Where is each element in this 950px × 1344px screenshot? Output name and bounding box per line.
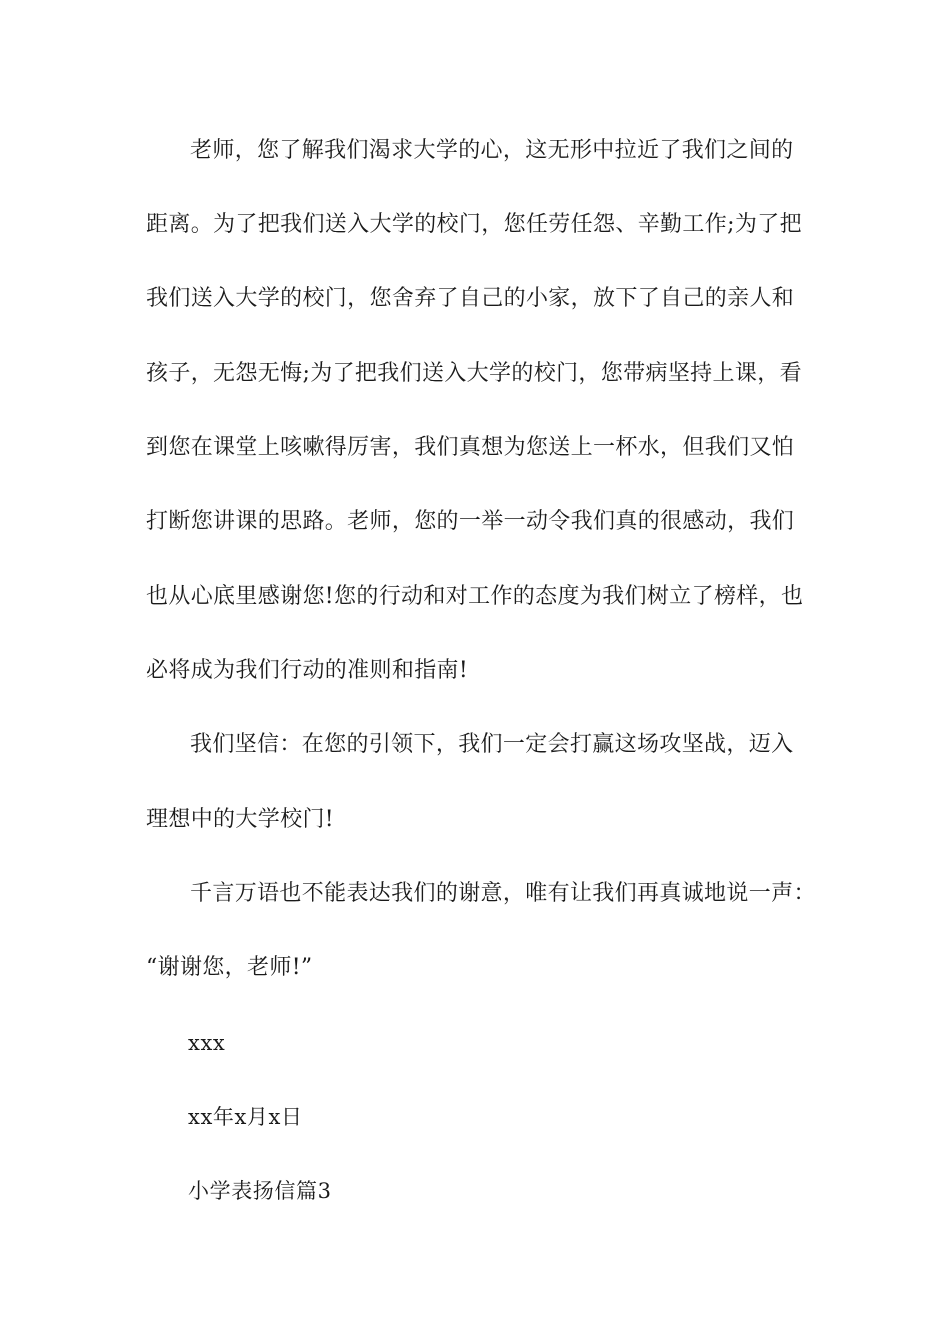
- paragraph-1-line-1: 老师，您了解我们渴求大学的心，这无形中拉近了我们之间的: [190, 138, 794, 163]
- paragraph-1-line-6: 打断您讲课的思路。老师，您的一举一动令我们真的很感动，我们: [146, 509, 795, 534]
- paragraph-1-line-3: 我们送入大学的校门，您舍弃了自己的小家，放下了自己的亲人和: [146, 286, 795, 311]
- section-heading: 小学表扬信篇3: [188, 1179, 332, 1203]
- paragraph-1-line-2: 距离。为了把我们送入大学的校门，您任劳任怨、辛勤工作;为了把: [146, 212, 802, 237]
- signature-name: xxx: [188, 1031, 226, 1055]
- paragraph-2-line-2: 理想中的大学校门!: [146, 807, 334, 832]
- paragraph-1-line-4: 孩子，无怨无悔;为了把我们送入大学的校门，您带病坚持上课，看: [146, 361, 802, 386]
- paragraph-1-line-8: 必将成为我们行动的准则和指南!: [146, 658, 469, 683]
- signature-date: xx年x月x日: [188, 1105, 303, 1129]
- paragraph-1-line-5: 到您在课堂上咳嗽得厉害，我们真想为您送上一杯水，但我们又怕: [146, 435, 795, 460]
- paragraph-2-line-1: 我们坚信：在您的引领下，我们一定会打赢这场攻坚战，迈入: [190, 732, 794, 757]
- paragraph-3-line-1: 千言万语也不能表达我们的谢意，唯有让我们再真诚地说一声：: [190, 881, 816, 906]
- paragraph-3-line-2: “谢谢您，老师!”: [146, 955, 313, 980]
- paragraph-1-line-7: 也从心底里感谢您!您的行动和对工作的态度为我们树立了榜样，也: [146, 584, 804, 609]
